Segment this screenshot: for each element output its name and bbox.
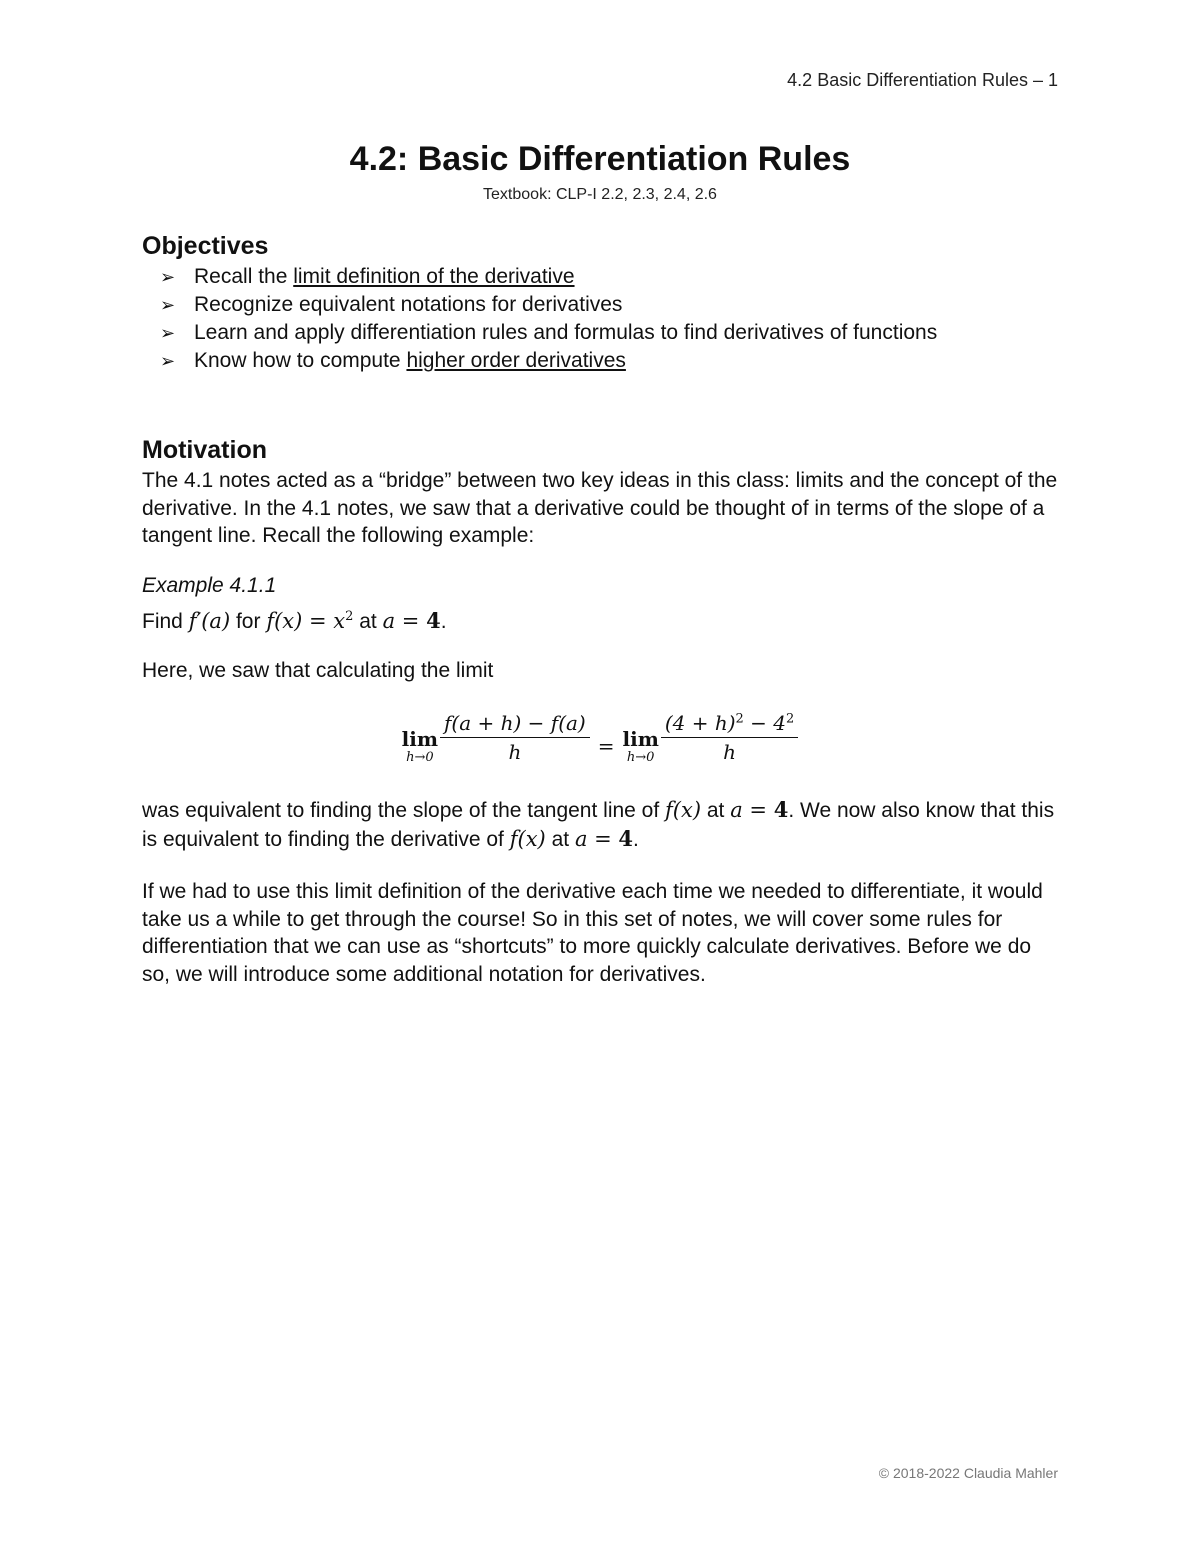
- objective-item: ➢ Know how to compute higher order derivatives: [160, 347, 937, 375]
- objective-item: ➢ Learn and apply differentiation rules and formulas to find derivatives of functions: [160, 319, 937, 347]
- objective-link[interactable]: higher order derivatives: [406, 349, 626, 372]
- objectives-heading: Objectives: [142, 232, 269, 260]
- objective-link[interactable]: limit definition of the derivative: [293, 265, 575, 288]
- arrowhead-bullet-icon: ➢: [160, 295, 176, 315]
- motivation-paragraph-2: Here, we saw that calculating the limit: [142, 659, 494, 682]
- example-label: Example 4.1.1: [142, 574, 277, 597]
- page-title: 4.2: Basic Differentiation Rules: [349, 140, 851, 178]
- objective-item: ➢ Recall the limit definition of the derivative: [160, 263, 937, 291]
- difference-quotient-general: $\frac{f(a + h) - f(a)}{h}$: [440, 711, 590, 764]
- limit-equation: lim h→0 $\frac{f(a + h) - f(a)}{h}$ = lim h→0 $\frac{(4 + h)^2 - 4^2}{h}$: [0, 708, 1200, 766]
- motivation-paragraph-1: The 4.1 notes acted as a “bridge” between two key ideas in this class: limits and the concept of the derivative. In the 4.1 notes, we saw that a derivative could be thought of in terms of the slope of a tangent line. Recall the following example:: [142, 469, 1058, 547]
- motivation-heading: Motivation: [142, 436, 267, 464]
- objectives-list: [160, 263, 937, 375]
- objective-item: ➢ Recognize equivalent notations for derivatives: [160, 291, 937, 319]
- textbook-reference: Textbook: CLP-I 2.2, 2.3, 2.4, 2.6: [483, 186, 717, 203]
- limit-operator: lim h→0: [622, 727, 659, 765]
- motivation-paragraph-3: was equivalent to finding the slope of the tangent line of f(x) at a = 4. We now also know that this is equivalent to finding the derivative of f(x) at a = 4.: [142, 797, 1055, 851]
- arrowhead-bullet-icon: ➢: [160, 351, 176, 371]
- copyright-footer: © 2018-2022 Claudia Mahler: [878, 1465, 1058, 1481]
- difference-quotient-specific: $\frac{(4 + h)^2 - 4^2}{h}$: [661, 711, 798, 764]
- example-statement: Find f′(a) for $f(x) = x^2$ at a = 4.: [142, 608, 447, 633]
- running-header: 4.2 Basic Differentiation Rules – 1: [787, 70, 1058, 90]
- limit-operator: lim h→0: [401, 727, 439, 765]
- arrowhead-bullet-icon: ➢: [160, 323, 176, 343]
- arrowhead-bullet-icon: ➢: [160, 267, 176, 287]
- motivation-paragraph-4: If we had to use this limit definition of the derivative each time we needed to differentiate, it would take us a while to get through the course! So in this set of notes, we will cover some rules for differentiation that we can use as “shortcuts” to more quickly calculate derivatives. Before we do so, we will introduce some additional notation for derivatives.: [142, 880, 1043, 986]
